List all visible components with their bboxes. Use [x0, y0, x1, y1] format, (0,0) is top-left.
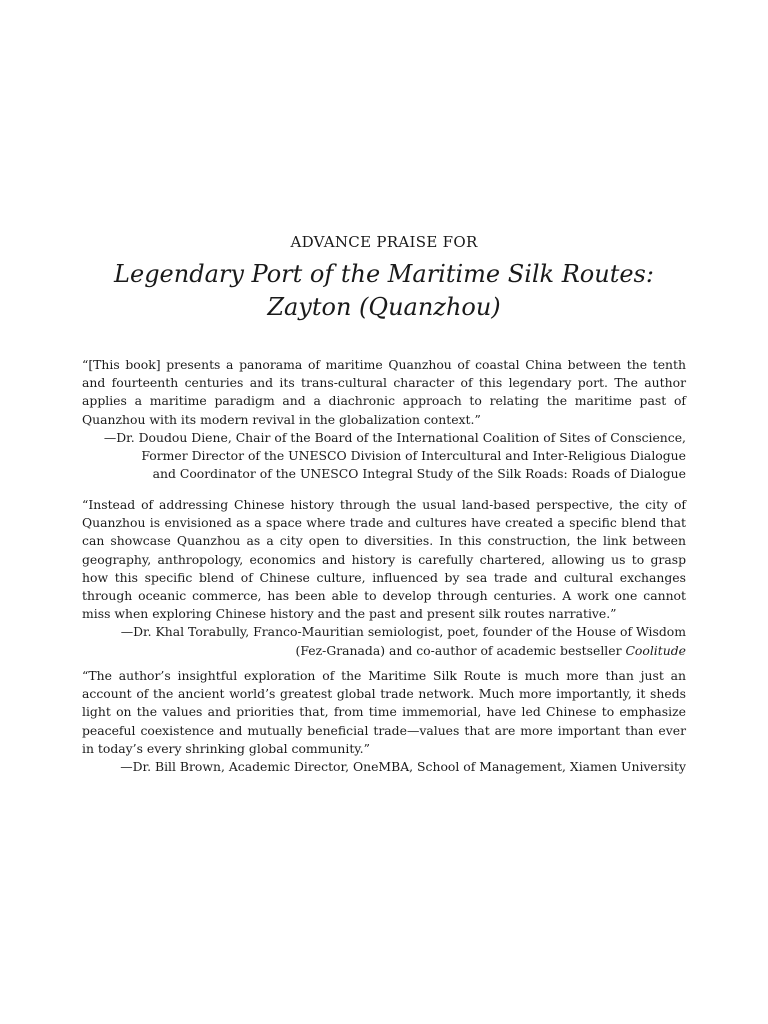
- praise-block-3: [82, 667, 686, 776]
- praise-block-2: [82, 496, 686, 660]
- praise-attribution-line: [82, 642, 686, 660]
- praise-quote: “Instead of addressing Chinese history through the usual land-based perspective, the city of Quanzhou is envisioned as a space where trade and cultures have created a specific blend that can showcase Quanzhou as a city open to diversities. In this construction, the link between geography, anthropology, economics and history is carefully chartered, allowing us to grasp how this specific blend of Chinese culture, influenced by sea trade and cultural exchanges through oceanic commerce, has been able to develop through centuries. A work one cannot miss when exploring Chinese history and the past and present silk routes narrative.”: [82, 497, 686, 622]
- book-title-italic: Coolitude: [625, 642, 686, 658]
- praise-heading: ADVANCE PRAISE FOR: [290, 233, 478, 251]
- book-title: [0, 258, 768, 324]
- praise-attribution-line: and Coordinator of the UNESCO Integral Study of the Silk Roads: Roads of Dialogue: [152, 466, 686, 482]
- praise-attribution-line: —Dr. Doudou Diene, Chair of the Board of the International Coalition of Sites of Conscience,: [103, 429, 686, 445]
- book-title-line-1: Legendary Port of the Maritime Silk Routes:: [114, 260, 654, 288]
- attribution-text: (Fez-Granada) and co-author of academic bestseller: [295, 642, 626, 658]
- praise-attribution-line: —Dr. Bill Brown, Academic Director, OneMBA, School of Management, Xiamen University: [120, 759, 686, 775]
- praise-attribution-line: Former Director of the UNESCO Division of Intercultural and Inter-Religious Dialogue: [141, 448, 686, 464]
- book-title-line-2: Zayton (Quanzhou): [267, 293, 501, 321]
- praise-attribution-line: —Dr. Khal Torabully, Franco-Mauritian semiologist, poet, founder of the House of Wisdom: [120, 624, 686, 640]
- praise-block-1: [82, 356, 686, 483]
- praise-quote: “[This book] presents a panorama of maritime Quanzhou of coastal China between the tenth and fourteenth centuries and its trans-cultural character of this legendary port. The author applies a maritime paradigm and a diachronic approach to relating the maritime past of Quanzhou with its modern revival in the globalization context.”: [82, 357, 686, 427]
- praise-quote: “The author’s insightful exploration of the Maritime Silk Route is much more than just an account of the ancient world’s greatest global trade network. Much more importantly, it sheds light on the values and priorities that, from time immemorial, have led Chinese to emphasize peaceful coexistence and mutually beneficial trade—values that are more important than ever in today’s every shrinking global community.”: [82, 668, 686, 756]
